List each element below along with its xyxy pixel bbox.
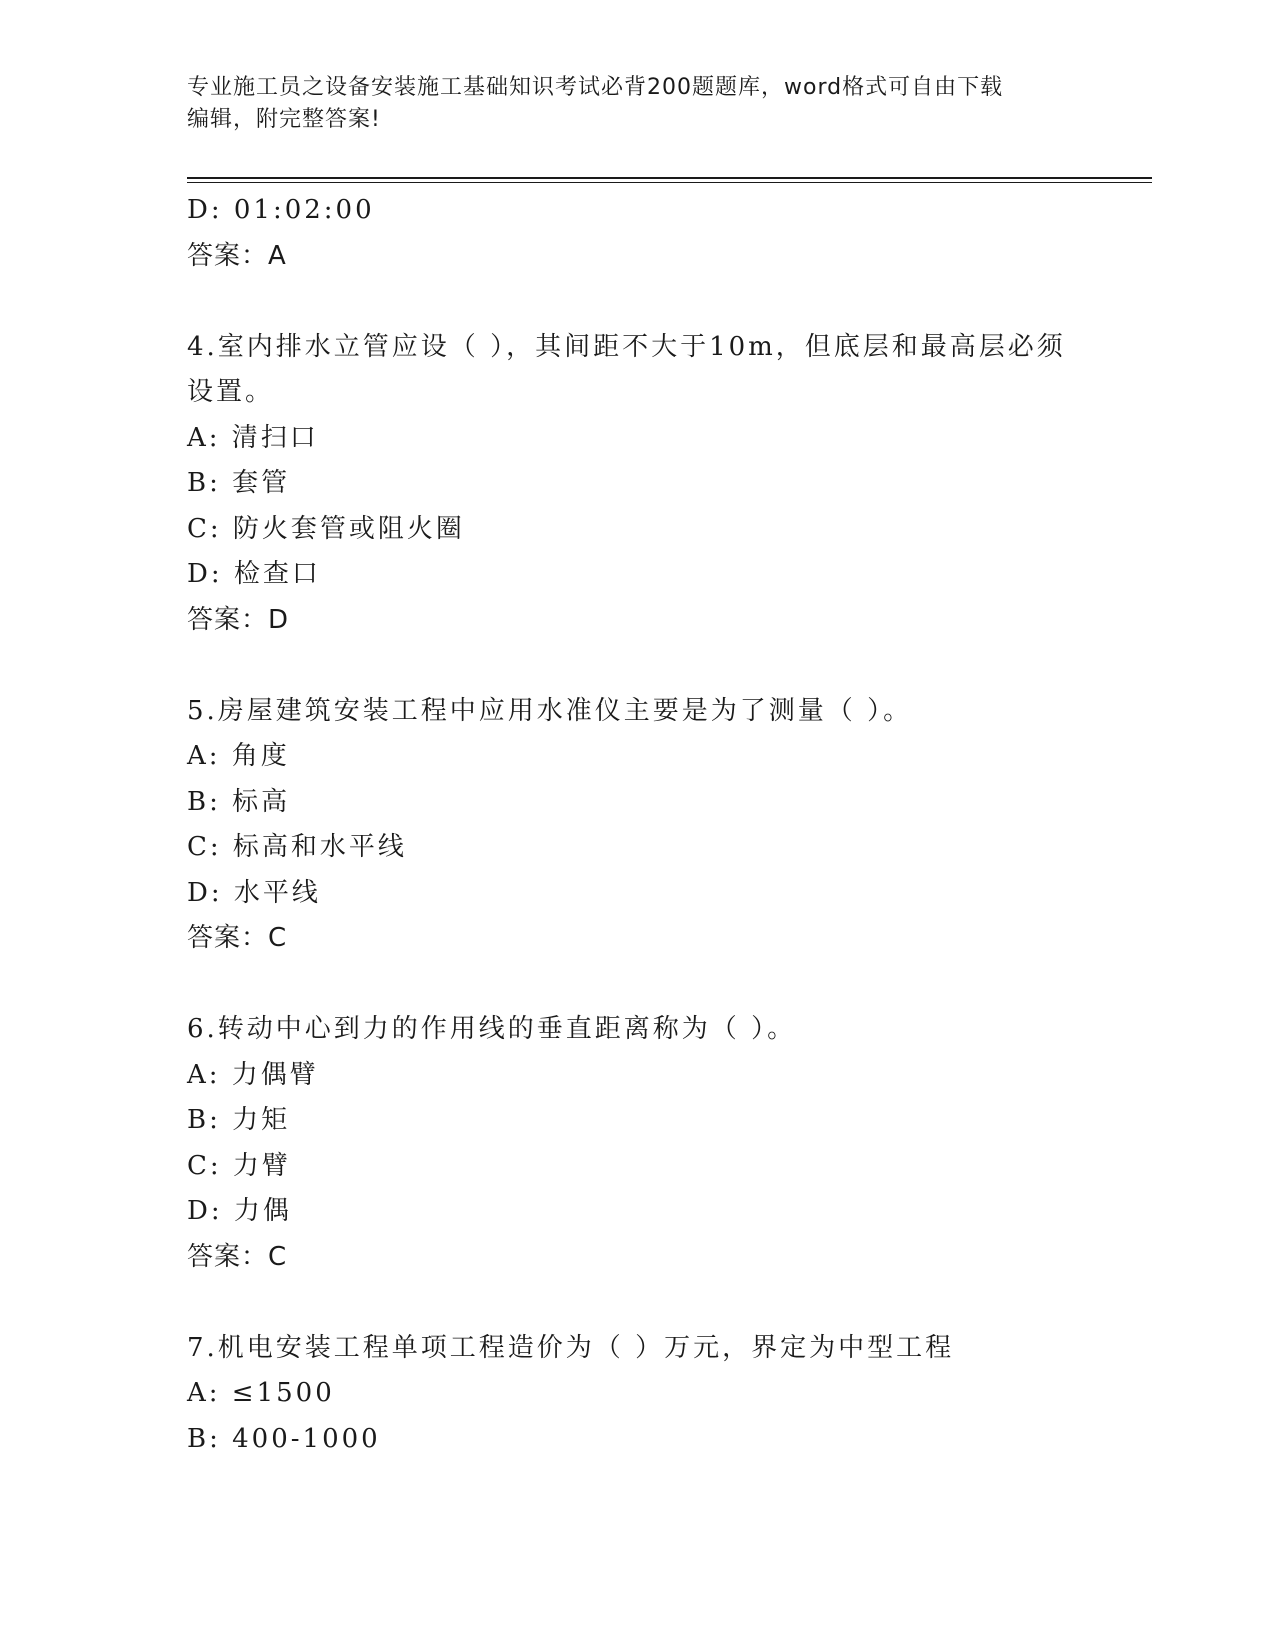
- q6-option-b: B: 力矩: [187, 1105, 291, 1135]
- q6-option-c: C: 力臂: [187, 1150, 291, 1181]
- q6-option-d: D: 力偶: [187, 1196, 292, 1226]
- q5-option-a: A: 角度: [187, 741, 290, 771]
- spacer: [187, 962, 1087, 1008]
- q4-stem-line-2: 设置。: [187, 377, 275, 407]
- question-list: [187, 188, 1087, 1462]
- spacer: [187, 279, 1087, 325]
- q7-option-b: B: 400-1000: [187, 1423, 381, 1454]
- q4-option-a: A: 清扫口: [187, 422, 319, 453]
- q4-option-d: D: 检查口: [187, 559, 321, 589]
- spacer: [187, 643, 1087, 689]
- header-line-2: 编辑，附完整答案!: [187, 107, 381, 132]
- q5-answer: 答案：C: [187, 923, 288, 953]
- q4-answer: 答案：D: [187, 604, 290, 635]
- q4-stem-line-1: 4.室内排水立管应设（ ），其间距不大于10m，但底层和最高层必须: [187, 331, 1066, 362]
- spacer: [187, 1280, 1087, 1326]
- q5-stem: 5.房屋建筑安装工程中应用水准仪主要是为了测量（ ）。: [187, 695, 913, 726]
- q7-option-a: A: ≤1500: [187, 1378, 335, 1408]
- q7-stem: 7.机电安装工程单项工程造价为（ ）万元，界定为中型工程: [187, 1332, 955, 1363]
- q5-option-d: D: 水平线: [187, 877, 321, 908]
- question-4: [187, 325, 1087, 644]
- question-5: [187, 689, 1087, 962]
- q6-answer: 答案：C: [187, 1241, 288, 1272]
- header-line-1: 专业施工员之设备安装施工基础知识考试必背200题题库，word格式可自由下载: [187, 75, 1004, 100]
- header-divider-thick: [187, 177, 1152, 179]
- q5-option-b: B: 标高: [187, 786, 291, 817]
- question-3: [187, 188, 1087, 279]
- q4-option-b: B: 套管: [187, 468, 291, 498]
- question-6: [187, 1007, 1087, 1280]
- q3-answer: 答案：A: [187, 240, 287, 271]
- document-header: [187, 72, 1067, 136]
- header-divider-thin: [187, 182, 1152, 183]
- q4-option-c: C: 防火套管或阻火圈: [187, 513, 465, 544]
- q5-option-c: C: 标高和水平线: [187, 832, 407, 862]
- q6-stem: 6.转动中心到力的作用线的垂直距离称为（ ）。: [187, 1014, 797, 1044]
- q6-option-a: A: 力偶臂: [187, 1059, 319, 1090]
- question-7: [187, 1326, 1087, 1463]
- q3-option-d: D: 01:02:00: [187, 195, 375, 225]
